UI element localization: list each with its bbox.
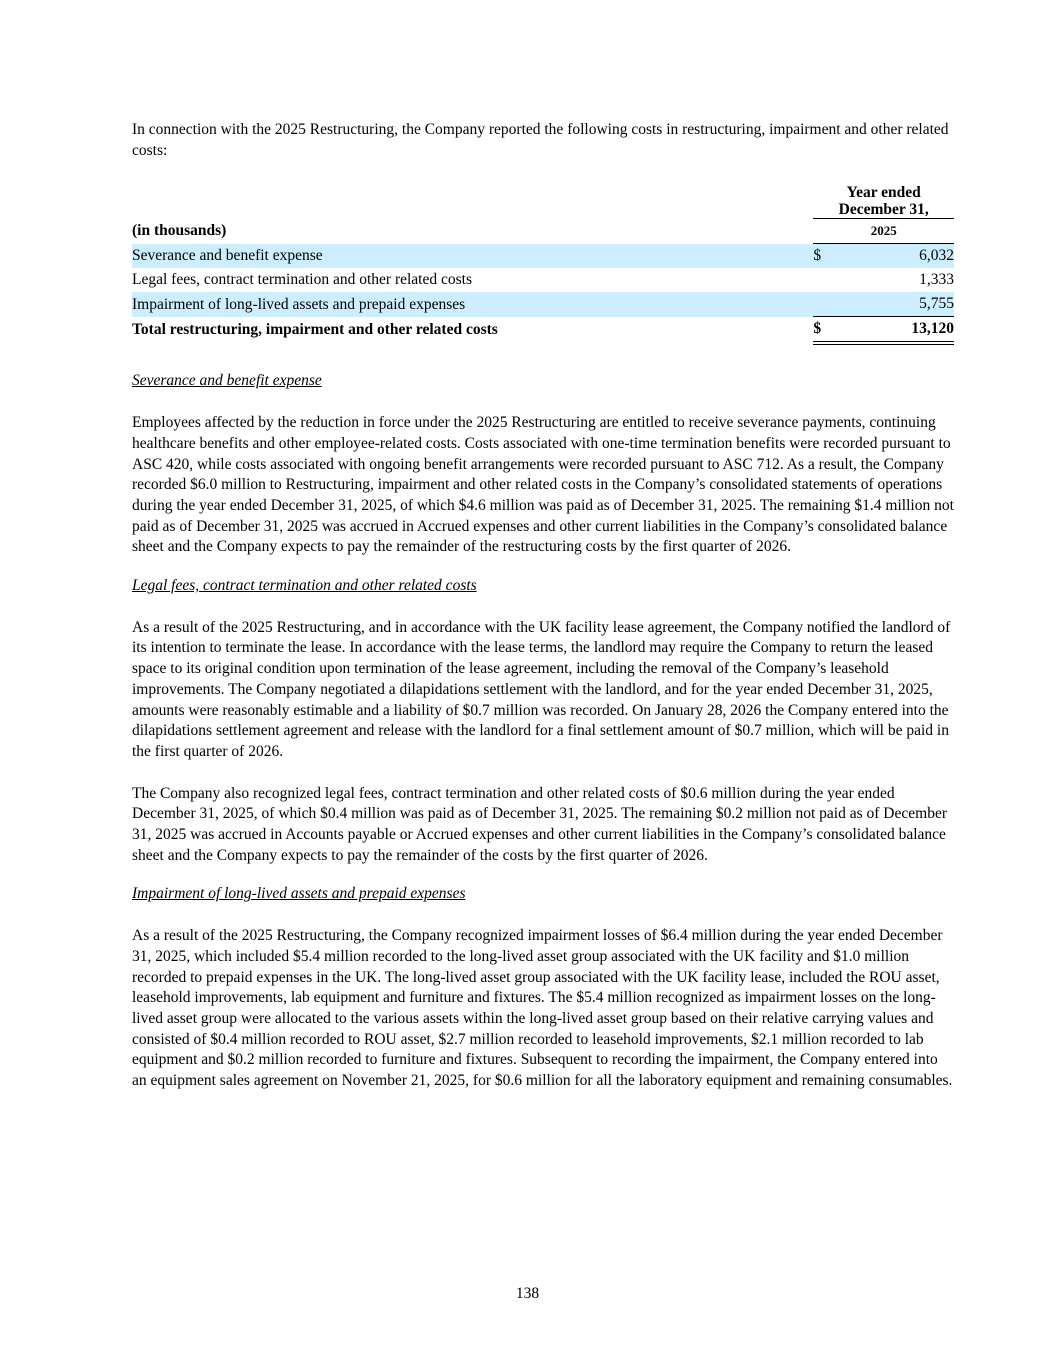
section-legal-fees — [132, 576, 954, 866]
row-currency — [813, 292, 841, 317]
table-row — [132, 268, 954, 292]
table-header-year-row — [132, 219, 954, 244]
column-header-line2: December 31, — [838, 201, 929, 219]
section-paragraph: Employees affected by the reduction in force under the 2025 Restructuring are entitled to receive severance payments, continuing healthcare benefits and other employee-related costs. Costs associated with one-time termination benefits were recorded pursuant to ASC 420, while costs associated with ongoing benefit arrangements were recorded pursuant to ASC 712. As a result, the Company recorded $6.0 million to Restructuring, impairment and other related costs in the Company’s consolidated statements of operations during the year ended December 31, 2025, of which $4.6 million was paid as of December 31, 2025. The remaining $1.4 million not paid as of December 31, 2025 was accrued in Accrued expenses and other current liabilities in the Company’s consolidated balance sheet and the Company expects to pay the remainder of the restructuring costs by the first quarter of 2026. — [132, 414, 954, 556]
total-value: 13,120 — [841, 317, 954, 344]
row-label: Severance and benefit expense — [132, 244, 795, 269]
page-number: 138 — [515, 1285, 540, 1302]
row-value: 5,755 — [841, 292, 954, 317]
section-paragraph: The Company also recognized legal fees, contract termination and other related costs of $0.6 million during the year ended December 31, 2025, of which $0.4 million was paid as of December 31, 2025. The remaining $0.2 million not paid as of December 31, 2025 was accrued in Accounts payable or Accrued expenses and other current liabilities in the Company’s consolidated balance sheet and the Company expects to pay the remainder of the costs by the first quarter of 2026. — [132, 784, 947, 864]
section-impairment — [132, 884, 954, 1091]
column-header-line1: Year ended — [846, 184, 921, 202]
table-total-row — [132, 317, 954, 344]
total-currency: $ — [813, 317, 841, 344]
restructuring-costs-table — [132, 184, 954, 345]
section-heading: Severance and benefit expense — [132, 372, 322, 390]
units-label: (in thousands) — [132, 222, 227, 240]
total-label: Total restructuring, impairment and other related costs — [132, 321, 498, 339]
table-header-period-row — [132, 184, 954, 219]
section-paragraph: As a result of the 2025 Restructuring, the Company recognized impairment losses of $6.4 million during the year ended December 31, 2025, which included $5.4 million recorded to the long-lived asset group associated with the UK facility and $1.0 million recorded to prepaid expenses in the UK. The long-lived asset group associated with the UK facility lease, included the ROU asset, leasehold improvements, lab equipment and furniture and fixtures. The $5.4 million recognized as impairment losses on the long-lived asset group were allocated to the various assets within the long-lived asset group based on their relative carrying values and consisted of $0.4 million recorded to ROU asset, $2.7 million recorded to leasehold improvements, $2.1 million recorded to lab equipment and $0.2 million recorded to furniture and fixtures. Subsequent to recording the impairment, the Company entered into an equipment sales agreement on November 21, 2025, for $0.6 million for all the laboratory equipment and remaining consumables. — [132, 927, 953, 1090]
row-label: Legal fees, contract termination and other related costs — [132, 271, 472, 289]
intro-paragraph: In connection with the 2025 Restructuring, the Company reported the following costs in restructuring, impairment and other related costs: — [132, 121, 949, 159]
row-value: 1,333 — [919, 271, 954, 289]
section-heading: Impairment of long-lived assets and prepaid expenses — [132, 885, 466, 903]
table-row — [132, 244, 954, 269]
table-row — [132, 292, 954, 317]
row-label: Impairment of long-lived assets and prepaid expenses — [132, 292, 795, 317]
row-currency: $ — [813, 244, 841, 269]
document-body — [132, 120, 954, 1092]
section-heading: Legal fees, contract termination and other related costs — [132, 577, 477, 595]
row-value: 6,032 — [841, 244, 954, 269]
column-header-period — [813, 184, 954, 219]
section-paragraph: As a result of the 2025 Restructuring, and in accordance with the UK facility lease agreement, the Company notified the landlord of its intention to terminate the lease. In accordance with the lease terms, the landlord may require the Company to return the leased space to its original condition upon termination of the lease agreement, including the removal of the Company’s leasehold improvements. The Company negotiated a dilapidations settlement with the landlord, and for the year ended December 31, 2025, amounts were reasonably estimable and a liability of $0.7 million was recorded. On January 28, 2026 the Company entered into the dilapidations settlement agreement and release with the landlord for a final settlement amount of $0.7 million, which will be paid in the first quarter of 2026. — [132, 618, 951, 760]
section-severance — [132, 371, 954, 558]
column-header-year: 2025 — [813, 219, 954, 244]
row-currency — [813, 268, 841, 292]
